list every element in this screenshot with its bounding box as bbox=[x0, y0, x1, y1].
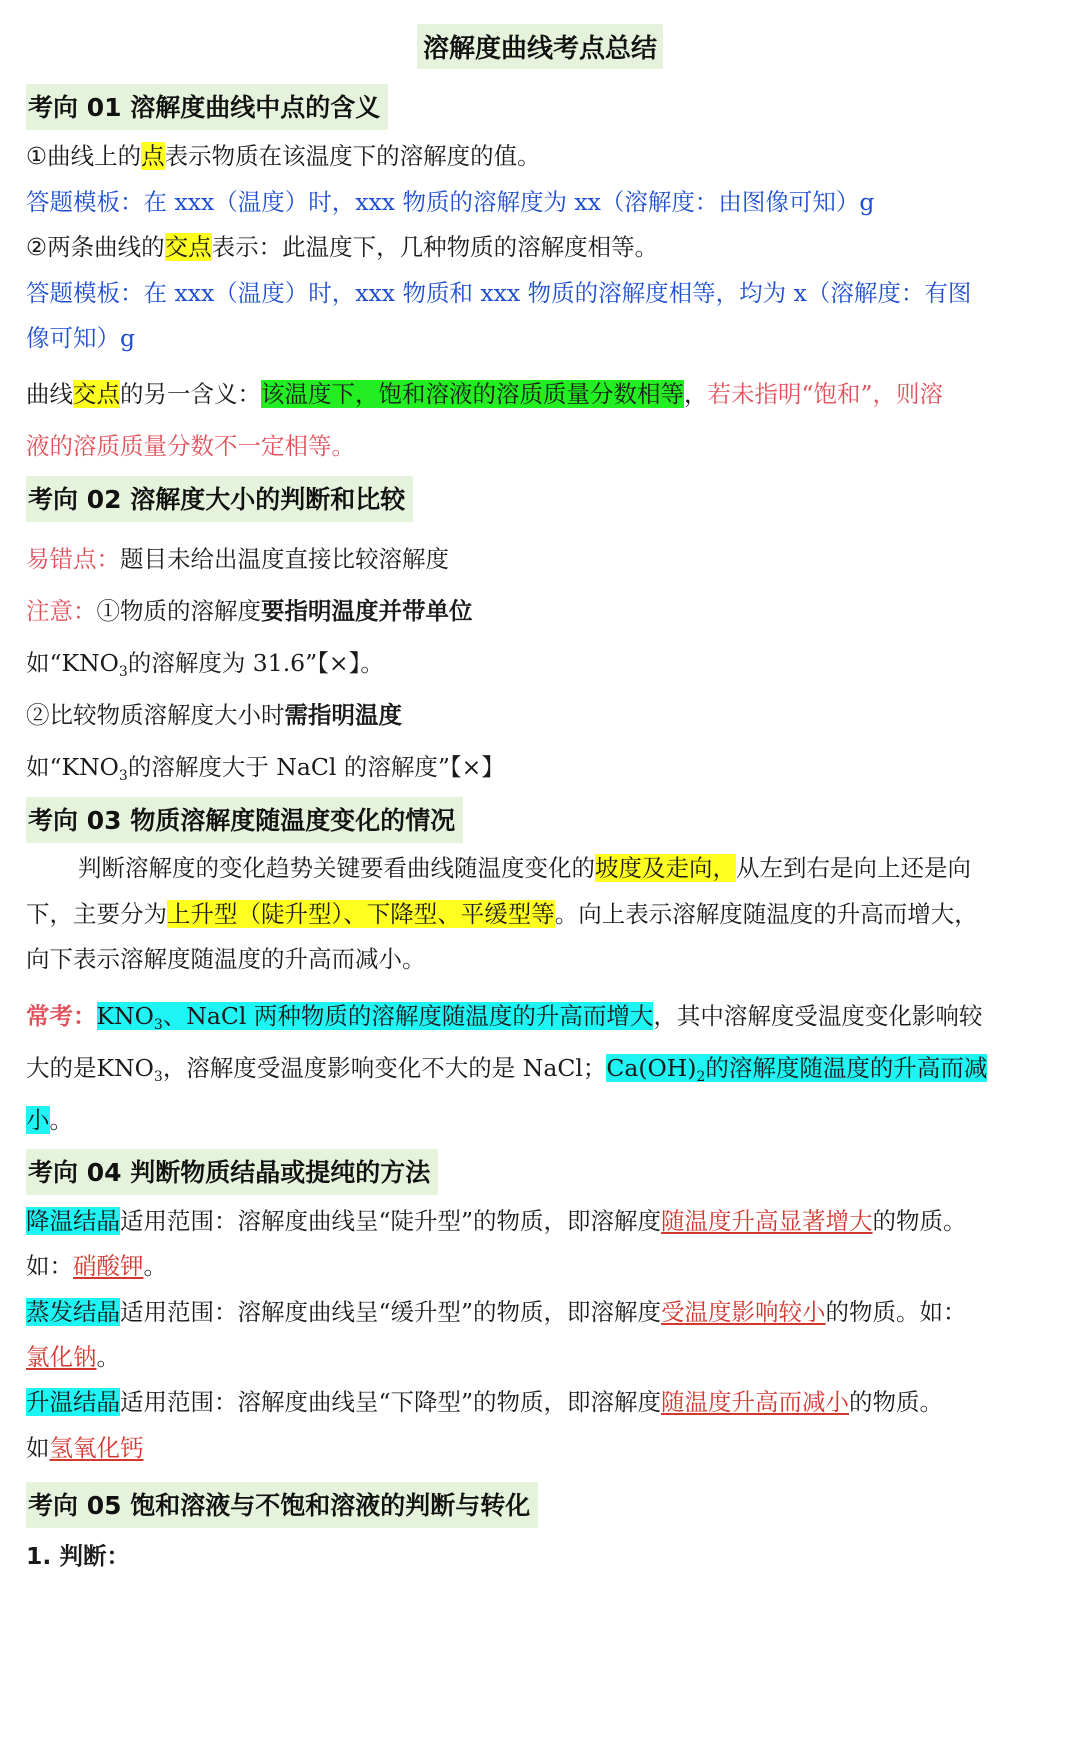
section-04-heading: 考向 04 判断物质结晶或提纯的方法 bbox=[26, 1149, 438, 1195]
s4-line-2: 如：硝酸钾。 bbox=[26, 1252, 167, 1280]
s1-line-7: 液的溶质质量分数不一定相等。 bbox=[26, 432, 355, 460]
s1-answer-template-2: 答题模板：在 xxx（温度）时，xxx 物质和 xxx 物质的溶解度相等，均为 x（溶解度：有图 bbox=[26, 279, 972, 307]
page-title: 溶解度曲线考点总结 bbox=[0, 24, 1080, 69]
s4-line-5: 升温结晶适用范围：溶解度曲线呈“下降型”的物质，即溶解度随温度升高而减小的物质。 bbox=[26, 1388, 944, 1416]
s3-line-4: 常考：$KNO_3$、NaCl 两种物质的溶解度随温度的升高而增大，其中溶解度受温度变化影响较 bbox=[26, 1002, 983, 1033]
s3-line-2: 下，主要分为上升型（陡升型）、下降型、平缓型等。向上表示溶解度随温度的升高而增大， bbox=[26, 900, 978, 928]
s3-line-3: 向下表示溶解度随温度的升高而减小。 bbox=[26, 945, 426, 973]
s5-line-1: 1. 判断： bbox=[26, 1542, 130, 1570]
s2-line-4: ②比较物质溶解度大小时需指明温度 bbox=[26, 701, 402, 729]
section-02-heading: 考向 02 溶解度大小的判断和比较 bbox=[26, 476, 413, 522]
s4-line-1: 降温结晶适用范围：溶解度曲线呈“陡升型”的物质，即溶解度随温度升高显著增大的物质。 bbox=[26, 1207, 967, 1235]
s1-line-6: 曲线交点的另一含义：该温度下，饱和溶液的溶质质量分数相等，若未指明“饱和”，则溶 bbox=[26, 380, 944, 408]
s1-line-1: ①曲线上的点表示物质在该温度下的溶解度的值。 bbox=[26, 142, 541, 170]
s1-answer-template-2-cont: 像可知）g bbox=[26, 324, 136, 352]
s2-line-2: 注意：①物质的溶解度要指明温度并带单位 bbox=[26, 597, 473, 625]
s1-answer-template-1: 答题模板：在 xxx（温度）时，xxx 物质的溶解度为 xx（溶解度：由图像可知）g bbox=[26, 188, 875, 216]
s4-line-4: 氯化钠。 bbox=[26, 1343, 120, 1371]
s4-line-6: 如氢氧化钙 bbox=[26, 1434, 144, 1462]
s3-line-1: 判断溶解度的变化趋势关键要看曲线随温度变化的坡度及走向，从左到右是向上还是向 bbox=[78, 854, 971, 882]
s2-line-1: 易错点：题目未给出温度直接比较溶解度 bbox=[26, 545, 449, 573]
s4-line-3: 蒸发结晶适用范围：溶解度曲线呈“缓升型”的物质，即溶解度受温度影响较小的物质。如： bbox=[26, 1298, 967, 1326]
s3-line-5: 大的是$KNO_3$，溶解度受温度影响变化不大的是 NaCl；$Ca(OH)_2$的溶解度随温度的升高而减 bbox=[26, 1054, 988, 1085]
section-05-heading: 考向 05 饱和溶液与不饱和溶液的判断与转化 bbox=[26, 1482, 538, 1528]
section-03-heading: 考向 03 物质溶解度随温度变化的情况 bbox=[26, 797, 463, 843]
s2-line-3: 如“$KNO_3$的溶解度为 31.6”【×】。 bbox=[26, 649, 384, 680]
s3-line-6: 小。 bbox=[26, 1106, 73, 1134]
s1-line-3: ②两条曲线的交点表示：此温度下，几种物质的溶解度相等。 bbox=[26, 233, 659, 261]
s2-line-5: 如“$KNO_3$的溶解度大于 NaCl 的溶解度”【×】 bbox=[26, 753, 505, 784]
section-01-heading: 考向 01 溶解度曲线中点的含义 bbox=[26, 84, 388, 130]
